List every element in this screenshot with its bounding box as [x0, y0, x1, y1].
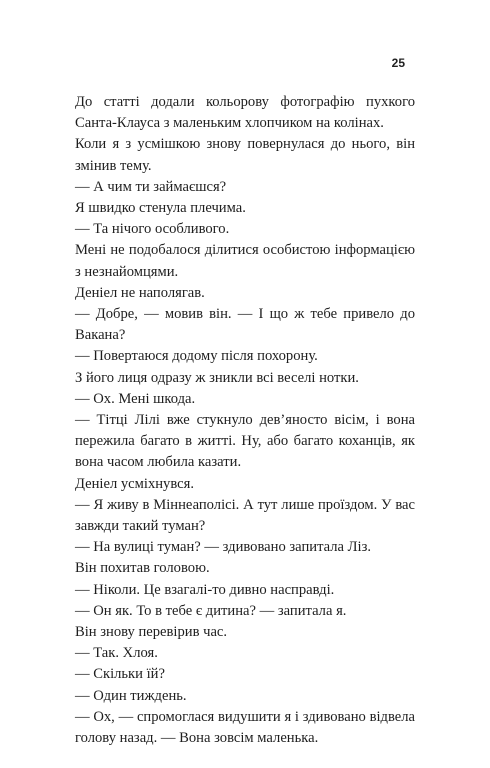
paragraph: — А чим ти займаєшся?	[75, 178, 227, 195]
paragraph: — Та нічого особливого.	[75, 221, 230, 238]
paragraph: Він знову перевірив час.	[75, 624, 228, 641]
paragraph: — Скільки їй?	[75, 666, 165, 683]
paragraph: З його лиця одразу ж зникли всі веселі нотки.	[75, 369, 359, 386]
paragraph: Мені не подобалося ділитися особистою інформацією з незнайомцями.	[75, 242, 415, 280]
paragraph: — Тітці Лілі вже стукнуло дев’яносто вісім, і вона пережила багато в житті. Ну, або багато коханців, як вона часом любила казати.	[75, 412, 415, 471]
paragraph: Коли я з усмішкою знову повернулася до нього, він змінив тему.	[75, 136, 415, 174]
body-text	[75, 92, 415, 749]
paragraph: — Он як. То в тебе є дитина? — запитала я.	[75, 602, 347, 619]
paragraph: — Ніколи. Це взагалі-то дивно насправді.	[75, 581, 335, 598]
paragraph: — Повертаюся додому після похорону.	[75, 348, 318, 365]
paragraph: До статті додали кольорову фотографію пухкого Санта-Клауса з маленьким хлопчиком на колінах.	[75, 94, 415, 132]
paragraph: — Один тиждень.	[75, 687, 187, 704]
paragraph: Він похитав головою.	[75, 560, 210, 577]
paragraph: Я швидко стенула плечима.	[75, 200, 246, 217]
paragraph: — Я живу в Міннеаполісі. А тут лише проїздом. У вас завжди такий туман?	[75, 496, 415, 535]
paragraph: — Ох. Мені шкода.	[75, 390, 196, 407]
page-number: 25	[391, 56, 405, 70]
paragraph: — Добре, — мовив він. — І що ж тебе привело до Вакана?	[75, 306, 415, 344]
paragraph: — На вулиці туман? — здивовано запитала Ліз.	[75, 539, 371, 556]
paragraph: — Так. Хлоя.	[75, 645, 158, 662]
paragraph: Деніел не наполягав.	[75, 284, 205, 301]
paragraph: — Ох, — спромоглася видушити я і здивовано відвела голову назад. — Вона зовсім маленька.	[75, 708, 415, 747]
paragraph: Деніел усміхнувся.	[75, 475, 194, 492]
